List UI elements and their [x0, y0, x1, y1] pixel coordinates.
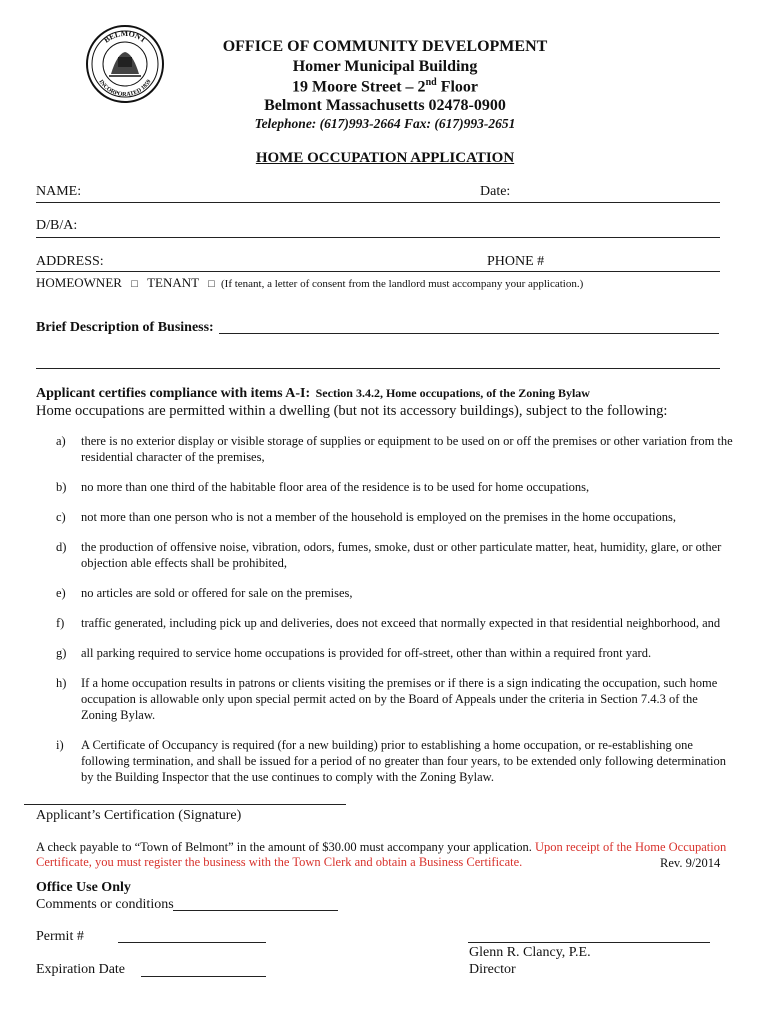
signature-label: Applicant’s Certification (Signature): [36, 808, 242, 823]
brief-description-line-2[interactable]: [36, 368, 720, 369]
office-use-heading: Office Use Only: [36, 880, 131, 895]
expiration-line[interactable]: [141, 976, 266, 977]
city-address: Belmont Massachusetts 02478-0900: [264, 97, 506, 114]
director-signature-line[interactable]: [468, 942, 710, 943]
fee-text: A check payable to “Town of Belmont” in the amount of $30.00 must accompany your application.: [36, 840, 532, 854]
homeowner-checkbox[interactable]: □: [131, 278, 138, 290]
director-name: Glenn R. Clancy, P.E.: [469, 945, 591, 960]
list-item: d) the production of offensive noise, vibration, odors, fumes, smoke, dust or other particulate matter, heat, humidity, glare, or other objection able effects shall be prohibited,: [56, 540, 722, 570]
contact-line: Telephone: (617)993-2664 Fax: (617)993-2651: [254, 116, 516, 131]
tenant-checkbox[interactable]: □: [208, 278, 215, 290]
office-name: OFFICE OF COMMUNITY DEVELOPMENT: [222, 38, 548, 55]
seal-top-text: BELMONT: [102, 28, 148, 45]
revision-date: Rev. 9/2014: [660, 856, 721, 870]
fee-red-text-2: Certificate, you must register the business with the Town Clerk and obtain a Business Certificate.: [36, 855, 523, 869]
permit-label: Permit #: [36, 929, 84, 944]
address-field-line[interactable]: [36, 271, 720, 272]
name-label: NAME:: [36, 184, 82, 199]
list-item: c) not more than one person who is not a member of the household is employed on the premises in the home occupations,: [56, 510, 677, 524]
phone-label: PHONE #: [487, 254, 545, 269]
name-field-line[interactable]: [36, 202, 720, 203]
fee-red-text-1: Upon receipt of the Home Occupation: [535, 840, 727, 854]
list-item: g) all parking required to service home occupations is provided for off-street, other than within a required front yard.: [56, 646, 652, 660]
list-item: f) traffic generated, including pick up and deliveries, does not exceed that normally expected in that residential neighborhood, and: [56, 616, 721, 630]
date-label: Date:: [480, 184, 511, 199]
list-item: e) no articles are sold or offered for sale on the premises,: [56, 586, 353, 600]
svg-text:BELMONT: [102, 29, 148, 45]
signature-line[interactable]: [24, 804, 346, 805]
address-label: ADDRESS:: [36, 254, 104, 269]
compliance-intro: Home occupations are permitted within a dwelling (but not its accessory buildings), subject to the following:: [36, 403, 668, 419]
form-title: HOME OCCUPATION APPLICATION: [255, 150, 515, 166]
town-seal-icon: [85, 24, 165, 104]
list-item: b) no more than one third of the habitable floor area of the residence is to be used for home occupations,: [56, 480, 590, 494]
brief-description-label: Brief Description of Business:: [36, 320, 214, 335]
building-name: Homer Municipal Building: [292, 58, 478, 75]
permit-line[interactable]: [118, 942, 266, 943]
compliance-heading: Applicant certifies compliance with items A-I: Section 3.4.2, Home occupations, of the Zoning Bylaw: [36, 386, 590, 401]
dba-label: D/B/A:: [36, 218, 78, 233]
seal-bottom-text: INCORPORATED 1859: [97, 78, 153, 99]
brief-description-line-1[interactable]: [219, 333, 719, 334]
list-item: h) If a home occupation results in patrons or clients visiting the premises or if there is a sign indicating the occupation, such home occupation is allowable only upon special permit acted on by the Board of Appeals under the criteria in Section 7.4.3 of the Zoning Bylaw.: [56, 676, 718, 722]
dba-field-line[interactable]: [36, 237, 720, 238]
fee-notice: [36, 840, 746, 870]
director-title: Director: [469, 962, 516, 977]
expiration-label: Expiration Date: [36, 962, 126, 977]
street-address: 19 Moore Street – 2nd Floor: [291, 77, 479, 96]
tenant-label: TENANT: [147, 275, 199, 290]
comments-label: Comments or conditions: [36, 897, 174, 912]
compliance-items: [36, 433, 736, 785]
list-item: i) A Certificate of Occupancy is required (for a new building) prior to establishing a home occupation, or re-establishing one following termination, and shall be issued for a period of no greater than four years, to be extended only following determination by the Building Inspector that the use continues to comply with the Zoning Bylaw.: [56, 738, 726, 784]
comments-line[interactable]: [173, 910, 338, 911]
tenant-note: (If tenant, a letter of consent from the landlord must accompany your application.): [221, 278, 584, 290]
list-item: a) there is no exterior display or visible storage of supplies or equipment to be used on or off the premises or other variation from the residential character of the premises,: [56, 434, 733, 464]
homeowner-label: HOMEOWNER: [36, 275, 122, 290]
svg-text:INCORPORATED 1859: [97, 79, 152, 98]
residence-type-row: [36, 275, 215, 291]
